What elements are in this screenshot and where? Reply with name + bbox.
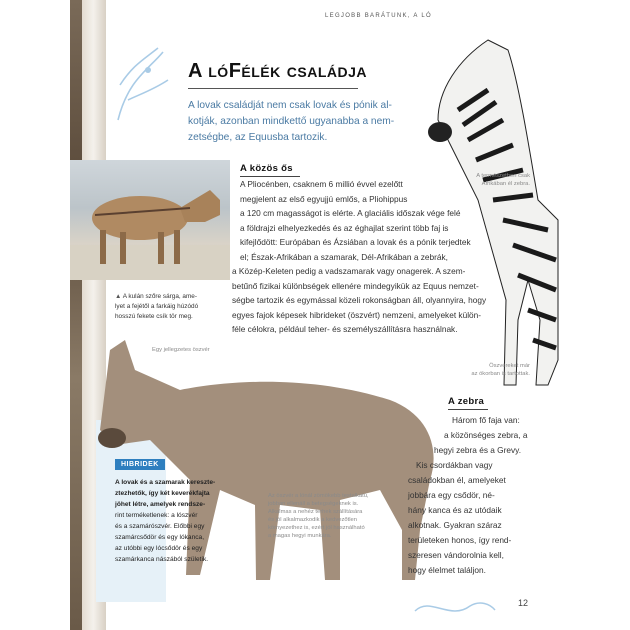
caption-line: a magas hegyi munkára. xyxy=(268,533,332,539)
body-line: családokban él, amelyeket xyxy=(408,475,506,485)
sidebar-line: jöhet létre, amelyek rendsze- xyxy=(115,501,206,508)
page-number: 12 xyxy=(518,598,529,608)
body-line: féle célokra, például teher- és személyszállításra használnak. xyxy=(232,324,458,334)
body-line: hegyi zebra és a Grevy. xyxy=(434,445,522,455)
zebra-caption-top xyxy=(440,172,530,188)
section-heading-common-ancestor: A közös ős xyxy=(240,163,293,174)
caption-line: jobban ellenáll a betegségeknek is. xyxy=(268,501,359,507)
body-line: a közönséges zebra, a xyxy=(444,430,528,440)
section-zebra-body xyxy=(408,415,558,580)
hybrids-tag: HIBRIDEK xyxy=(115,459,165,470)
horse-sketch-decoration xyxy=(108,40,178,130)
sidebar-line: szamárcsődör és egy lókanca, xyxy=(115,534,205,541)
caption-line: környezethez is, ezért jól használható xyxy=(268,525,365,531)
intro-paragraph xyxy=(188,98,410,146)
body-line: hány kanca és az utódaik xyxy=(408,505,502,515)
body-line: hogy élelmet találjon. xyxy=(408,565,486,575)
triangle-icon: ▲ xyxy=(115,293,123,300)
intro-line: A lovak családját nem csak lovak és pónik al- xyxy=(188,100,392,111)
swirl-decoration xyxy=(410,596,500,620)
body-line: ségbe tartozik és egymással közeli rokonságban áll, olyannyira, hogy xyxy=(232,295,487,305)
body-line: Három fő faja van: xyxy=(452,415,520,425)
body-line: betűnő fizikai különbségek ellenére mindegyikük az Equus nemzet- xyxy=(232,280,479,291)
body-line: megjelent az első egyujjú emlős, a Pliohippus xyxy=(240,193,408,204)
mule-label: Egy jellegzetes öszvér xyxy=(152,347,210,353)
page-title: A lóFélék családja xyxy=(188,60,368,82)
caption-line: Afrikában él zebra. xyxy=(481,181,530,187)
kulan-illustration xyxy=(70,160,230,280)
section-heading-zebra: A zebra xyxy=(448,396,485,407)
hybrids-text xyxy=(115,477,273,565)
kulan-photo xyxy=(70,160,230,280)
sidebar-line: az utóbbi egy lócsődör és egy xyxy=(115,545,203,552)
body-line: Kis csordákban vagy xyxy=(416,460,493,470)
body-line: egyes fajok képesek hibrideket (öszvért) nemzeni, amelyeket külön- xyxy=(232,309,482,320)
title-divider xyxy=(188,88,358,89)
body-line: A Pliocénben, csaknem 6 millió évvel ezelőtt xyxy=(240,179,403,189)
caption-line: hosszú fekete csík tör meg. xyxy=(115,313,193,320)
section-divider xyxy=(448,409,488,410)
mule-caption xyxy=(268,492,388,540)
intro-line: zetségbe, az Equusba tartozik. xyxy=(188,132,328,143)
body-line: a földrajzi elhelyezkedés és az éghajlat szerint több faj is xyxy=(240,222,449,233)
sidebar-line: szamárkanca nászából születik. xyxy=(115,556,209,563)
intro-line: kotják, azonban mindkettő ugyanabba a nem- xyxy=(188,116,395,127)
sidebar-line: ztezhetők, így két keverékfajta xyxy=(115,490,210,497)
body-line: területeken honos, így rend- xyxy=(408,535,512,545)
caption-line: ▲ A kulán szőre sárga, ame- xyxy=(115,293,197,300)
sidebar-line: rint terméketlenek: a lószvér xyxy=(115,512,198,519)
caption-line: A természetben csak xyxy=(476,173,530,179)
caption-line: Alkalmas a nehéz terhek szállítására xyxy=(268,509,363,515)
running-head: LEGJOBB BARÁTUNK, A LÓ xyxy=(325,13,432,19)
body-line: a Közép-Keleten pedig a vadszamarak vagy onagerek. A szem- xyxy=(232,266,466,276)
caption-line: az ókorban is tartottak. xyxy=(471,371,530,377)
caption-line: Öszvéreket már xyxy=(489,363,530,369)
caption-line: lyet a fejétől a farkáig húzódó xyxy=(115,303,199,310)
body-line: a 120 cm magasságot is elérte. A glaciális időszak vége felé xyxy=(240,208,461,218)
body-line: el; Észak-Afrikában a szamarak, Dél-Afrikában a zebrák, xyxy=(240,251,448,262)
body-line: kifejlődött: Európában és Ázsiában a lovak és a pónik terjedtek xyxy=(240,237,471,247)
body-line: jobbára egy csődör, né- xyxy=(408,490,495,500)
sidebar-line: és a szamárószvér. Előbbi egy xyxy=(115,523,205,530)
caption-line: Az öszvér a lónál zömökebb testalkatú, xyxy=(268,493,369,499)
body-line: szeresen vándorolnia kell, xyxy=(408,550,504,560)
body-line: alkotnak. Gyakran száraz xyxy=(408,520,502,530)
sidebar-line: A lovak és a szamarak kereszte- xyxy=(115,479,216,486)
kulan-caption xyxy=(115,292,225,322)
caption-line: és jól alkalmazkodik a kedvezőtlen xyxy=(268,517,357,523)
section-divider xyxy=(240,176,300,177)
